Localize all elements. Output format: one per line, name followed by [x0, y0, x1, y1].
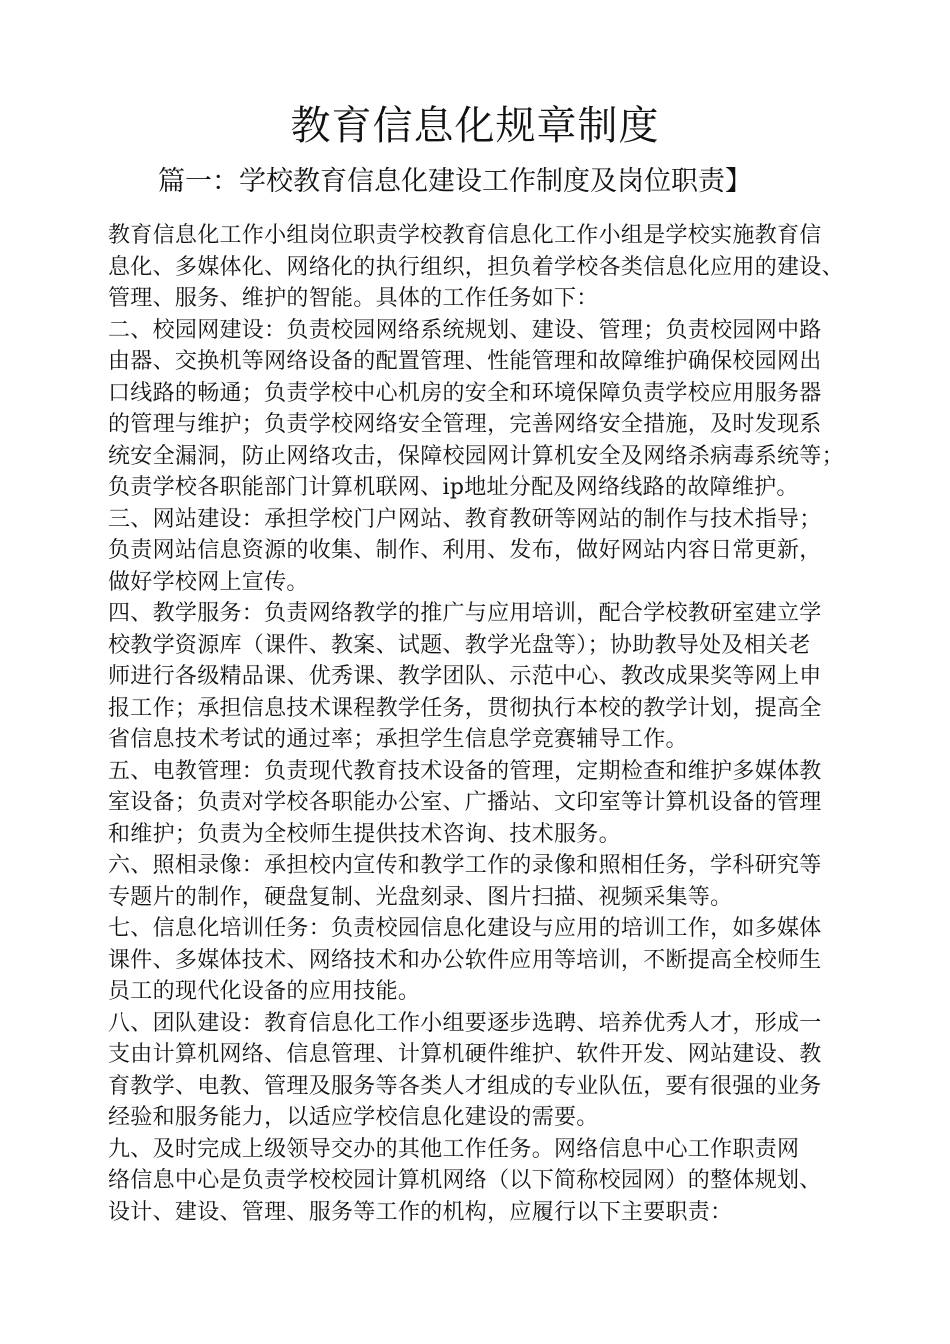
body-line: 课件、多媒体技术、网络技术和办公软件应用等培训，不断提高全校师生 [108, 947, 822, 973]
body-line: 五、电教管理：负责现代教育技术设备的管理，定期检查和维护多媒体教 [108, 758, 822, 784]
body-line: 四、教学服务：负责网络教学的推广与应用培训，配合学校教研室建立学 [108, 601, 822, 626]
body-line: 二、校园网建设：负责校园网络系统规划、建设、管理；负责校园网中路 [108, 317, 822, 343]
body-line: 教育信息化工作小组岗位职责学校教育信息化工作小组是学校实施教育信 [108, 223, 822, 248]
body-line: 三、网站建设：承担学校门户网站、教育教研等网站的制作与技术指导； [108, 506, 822, 532]
body-line: 八、团队建设：教育信息化工作小组要逐步选聘、培养优秀人才，形成一 [108, 1010, 822, 1036]
body-line: 员工的现代化设备的应用技能。 [108, 979, 421, 1004]
body-line: 校教学资源库（课件、教案、试题、教学光盘等）；协助教导处及相关老 [108, 632, 811, 658]
document-subtitle: 篇一：学校教育信息化建设工作制度及岗位职责】 [158, 166, 752, 197]
body-line: 络信息中心是负责学校校园计算机网络（以下简称校园网）的整体规划、 [108, 1168, 822, 1193]
body-line: 口线路的畅通；负责学校中心机房的安全和环境保障负责学校应用服务器 [108, 380, 822, 406]
body-line: 支由计算机网络、信息管理、计算机硬件维护、软件开发、网站建设、教 [108, 1042, 822, 1067]
body-line: 师进行各级精品课、优秀课、教学团队、示范中心、教改成果奖等网上申 [108, 664, 822, 689]
body-line: 息化、多媒体化、网络化的执行组织，担负着学校各类信息化应用的建设、 [108, 254, 844, 280]
body-line: 育教学、电教、管理及服务等各类人才组成的专业队伍，要有很强的业务 [108, 1073, 822, 1099]
body-line: 负责学校各职能部门计算机联网、ip地址分配及网络线路的故障维护。 [108, 475, 799, 500]
document-body [108, 220, 878, 1228]
body-line: 经验和服务能力，以适应学校信息化建设的需要。 [108, 1105, 599, 1130]
body-line: 六、照相录像：承担校内宣传和教学工作的录像和照相任务，学科研究等 [108, 853, 822, 878]
body-line: 七、信息化培训任务：负责校园信息化建设与应用的培训工作，如多媒体 [108, 916, 822, 941]
body-line: 由器、交换机等网络设备的配置管理、性能管理和故障维护确保校园网出 [108, 349, 822, 374]
body-line: 负责网站信息资源的收集、制作、利用、发布，做好网站内容日常更新， [108, 538, 822, 563]
body-line: 设计、建设、管理、服务等工作的机构，应履行以下主要职责： [108, 1199, 733, 1225]
body-line: 报工作；承担信息技术课程教学任务，贯彻执行本校的教学计划，提高全 [108, 695, 822, 721]
body-line: 做好学校网上宣传。 [108, 569, 309, 595]
body-line: 室设备；负责对学校各职能办公室、广播站、文印室等计算机设备的管理 [108, 790, 822, 815]
body-line: 和维护；负责为全校师生提供技术咨询、技术服务。 [108, 821, 621, 847]
document-title: 教育信息化规章制度 [290, 103, 660, 149]
body-line: 省信息技术考试的通过率；承担学生信息学竞赛辅导工作。 [108, 727, 688, 752]
body-line: 统安全漏洞，防止网络攻击，保障校园网计算机安全及网络杀病毒系统等； [108, 443, 844, 469]
body-line: 九、及时完成上级领导交办的其他工作任务。网络信息中心工作职责网 [108, 1136, 800, 1162]
body-line: 专题片的制作，硬盘复制、光盘刻录、图片扫描、视频采集等。 [108, 884, 733, 910]
body-line: 的管理与维护；负责学校网络安全管理，完善网络安全措施，及时发现系 [108, 412, 822, 437]
body-line: 管理、服务、维护的智能。具体的工作任务如下： [108, 286, 599, 311]
